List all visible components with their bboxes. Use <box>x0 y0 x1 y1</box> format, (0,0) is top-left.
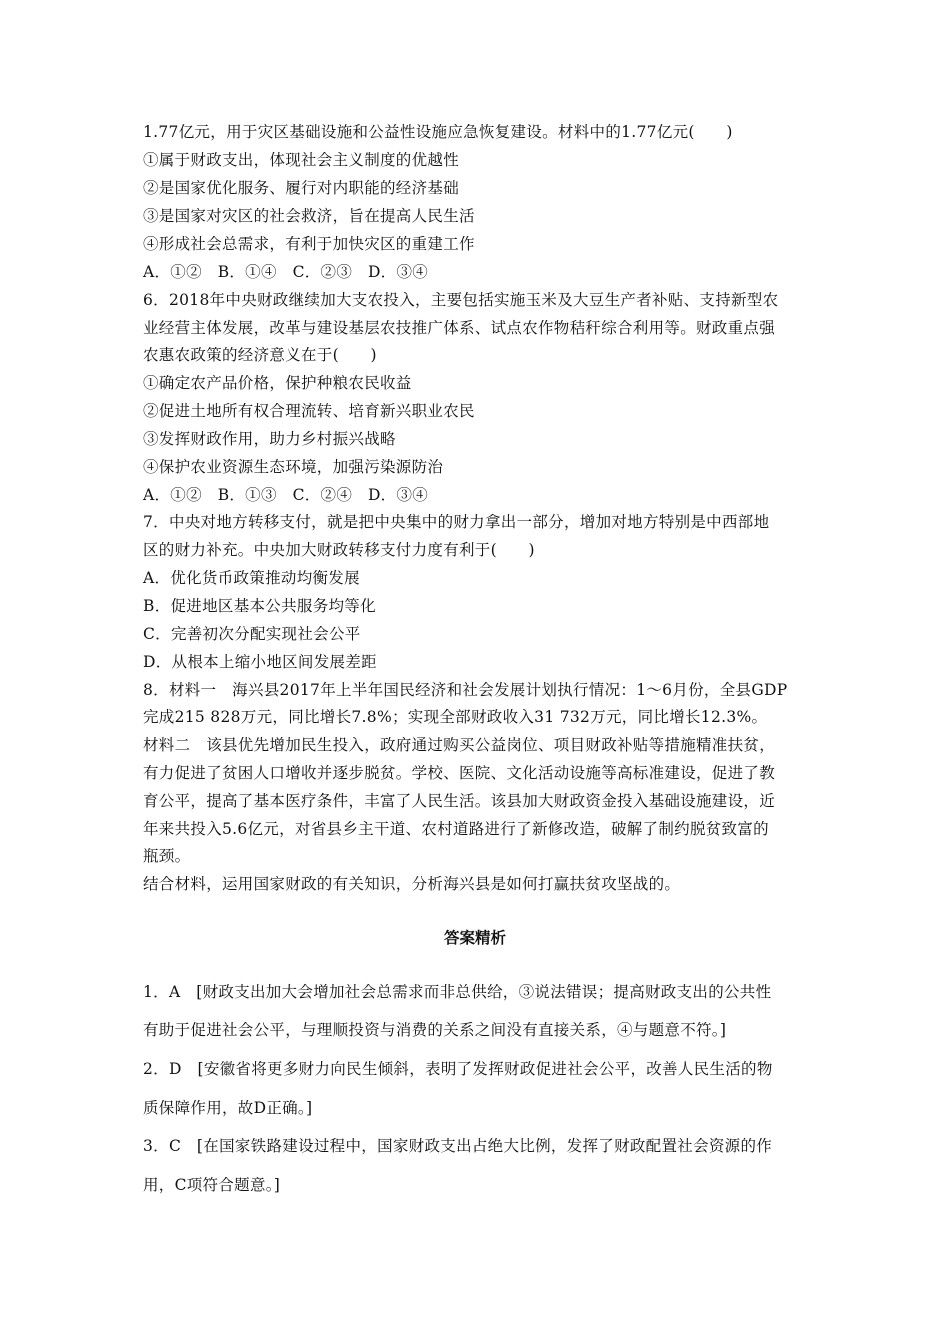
answer-2-line: 2．D [安徽省将更多财力向民生倾斜，表明了发挥财政促进社会公平，改善人民生活的物 <box>143 1060 773 1078</box>
q7-option-c: C．完善初次分配实现社会公平 <box>143 625 361 643</box>
answer-3-line: 用，C项符合题意。] <box>143 1176 281 1194</box>
q6-stem-line: 6．2018年中央财政继续加大支农投入，主要包括实施玉米及大豆生产者补贴、支持新型农 <box>143 291 779 309</box>
q5-options: A．①② B．①④ C．②③ D．③④ <box>143 263 429 281</box>
answer-section-title: 答案精析 <box>443 929 506 947</box>
q5-statement-4: ④形成社会总需求，有利于加快灾区的重建工作 <box>143 235 475 253</box>
q6-options: A．①② B．①③ C．②④ D．③④ <box>143 486 429 504</box>
answer-1-line: 1．A [财政支出加大会增加社会总需求而非总供给，③说法错误；提高财政支出的公共性 <box>143 983 772 1001</box>
answer-1-line: 有助于促进社会公平，与理顺投资与消费的关系之间没有直接关系，④与题意不符。] <box>143 1021 727 1039</box>
q6-stem-line: 业经营主体发展，改革与建设基层农技推广体系、试点农作物秸秆综合利用等。财政重点强 <box>143 319 776 337</box>
q8-material-2-line: 育公平，提高了基本医疗条件，丰富了人民生活。该县加大财政资金投入基础设施建设，近 <box>143 792 776 810</box>
q5-statement-3: ③是国家对灾区的社会救济，旨在提高人民生活 <box>143 207 475 225</box>
q7-stem-line: 区的财力补充。中央加大财政转移支付力度有利于( ) <box>143 541 535 559</box>
q8-material-2-line: 有力促进了贫困人口增收并逐步脱贫。学校、医院、文化活动设施等高标准建设，促进了教 <box>143 764 776 782</box>
answer-2-line: 质保障作用，故D正确。] <box>143 1099 313 1117</box>
q8-question: 结合材料，运用国家财政的有关知识，分析海兴县是如何打赢扶贫攻坚战的。 <box>143 875 681 893</box>
q5-statement-2: ②是国家优化服务、履行对内职能的经济基础 <box>143 179 460 197</box>
q7-option-b: B．促进地区基本公共服务均等化 <box>143 597 376 615</box>
q5-statement-1: ①属于财政支出，体现社会主义制度的优越性 <box>143 151 460 169</box>
q8-material-2-line: 材料二 该县优先增加民生投入，政府通过购买公益岗位、项目财政补贴等措施精准扶贫， <box>143 736 776 754</box>
q7-option-d: D．从根本上缩小地区间发展差距 <box>143 653 377 671</box>
q8-material-1-line: 8．材料一 海兴县2017年上半年国民经济和社会发展计划执行情况：1～6月份，全县GDP <box>143 681 788 699</box>
q8-material-2-line: 瓶颈。 <box>143 847 191 865</box>
q7-option-a: A．优化货币政策推动均衡发展 <box>143 569 360 587</box>
q6-statement-2: ②促进土地所有权合理流转、培育新兴职业农民 <box>143 402 475 420</box>
q6-stem-line: 农惠农政策的经济意义在于( ) <box>143 346 377 364</box>
q8-material-2-line: 年来共投入5.6亿元，对省县乡主干道、农村道路进行了新修改造，破解了制约脱贫致富的 <box>143 820 769 838</box>
q6-statement-3: ③发挥财政作用，助力乡村振兴战略 <box>143 430 396 448</box>
q7-stem-line: 7．中央对地方转移支付，就是把中央集中的财力拿出一部分，增加对地方特别是中西部地 <box>143 513 770 531</box>
q5-stem-line: 1.77亿元，用于灾区基础设施和公益性设施应急恢复建设。材料中的1.77亿元( ) <box>143 123 733 141</box>
answer-3-line: 3．C [在国家铁路建设过程中，国家财政支出占绝大比例，发挥了财政配置社会资源的作 <box>143 1137 773 1155</box>
q8-material-1-line: 完成215 828万元，同比增长7.8%；实现全部财政收入31 732万元，同比增长12.3%。 <box>143 708 768 726</box>
q6-statement-1: ①确定农产品价格，保护种粮农民收益 <box>143 374 412 392</box>
q6-statement-4: ④保护农业资源生态环境，加强污染源防治 <box>143 458 444 476</box>
